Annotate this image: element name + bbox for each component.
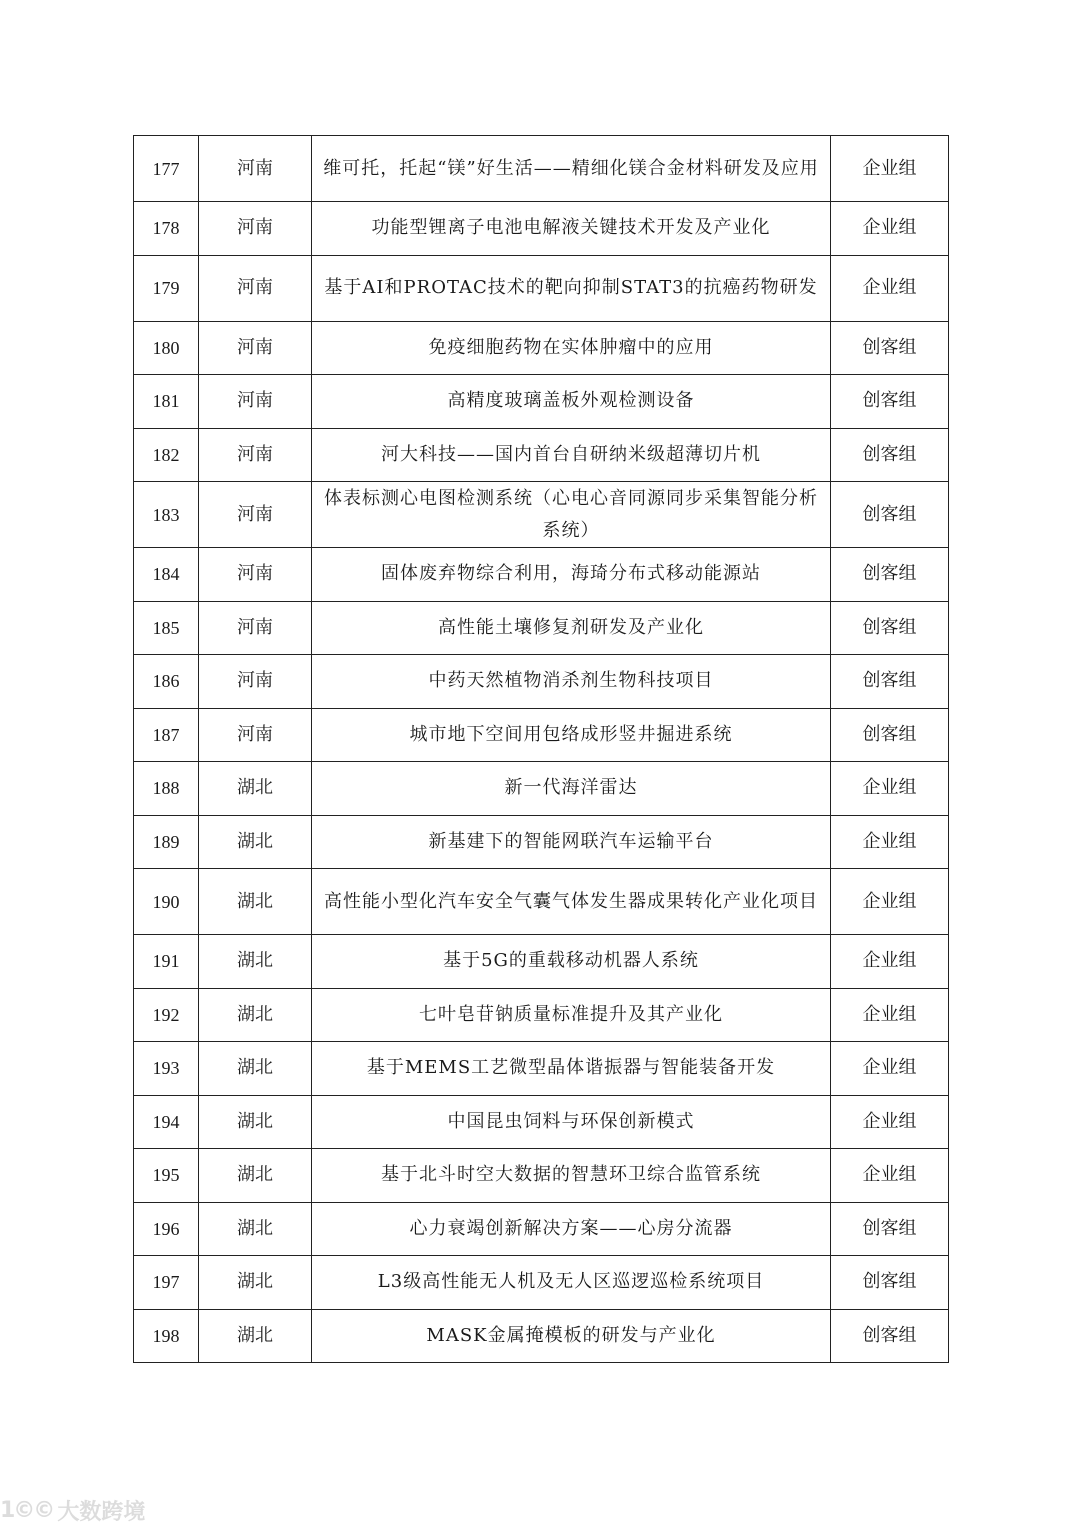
row-group: 创客组 (831, 601, 949, 655)
table-row (134, 202, 949, 256)
row-number: 198 (134, 1309, 199, 1363)
row-province: 河南 (199, 255, 312, 321)
row-project: 中药天然植物消杀剂生物科技项目 (312, 655, 831, 709)
row-group: 企业组 (831, 1042, 949, 1096)
row-project: 中国昆虫饲料与环保创新模式 (312, 1095, 831, 1149)
row-group: 创客组 (831, 708, 949, 762)
row-project: 免疫细胞药物在实体肿瘤中的应用 (312, 321, 831, 375)
table-row (134, 708, 949, 762)
row-group: 企业组 (831, 869, 949, 935)
row-number: 189 (134, 815, 199, 869)
table-row (134, 988, 949, 1042)
table-row (134, 428, 949, 482)
row-project: 维可托，托起“镁”好生活——精细化镁合金材料研发及应用 (312, 136, 831, 202)
row-province: 河南 (199, 548, 312, 602)
watermark-text: 大数跨境 (57, 1499, 146, 1525)
row-project: 基于AI和PROTAC技术的靶向抑制STAT3的抗癌药物研发 (312, 255, 831, 321)
row-number: 182 (134, 428, 199, 482)
row-province: 河南 (199, 321, 312, 375)
project-table (133, 135, 949, 1363)
row-number: 181 (134, 375, 199, 429)
table-row (134, 1149, 949, 1203)
table-row (134, 601, 949, 655)
table-row (134, 255, 949, 321)
row-project: 新基建下的智能网联汽车运输平台 (312, 815, 831, 869)
table-row (134, 1095, 949, 1149)
row-number: 192 (134, 988, 199, 1042)
row-group: 企业组 (831, 255, 949, 321)
row-project: 基于MEMS工艺微型晶体谐振器与智能装备开发 (312, 1042, 831, 1096)
row-province: 河南 (199, 482, 312, 548)
table-row (134, 815, 949, 869)
row-number: 191 (134, 935, 199, 989)
row-project: 河大科技——国内首台自研纳米级超薄切片机 (312, 428, 831, 482)
row-project: 功能型锂离子电池电解液关键技术开发及产业化 (312, 202, 831, 256)
row-province: 湖北 (199, 1309, 312, 1363)
row-province: 湖北 (199, 869, 312, 935)
row-project: 体表标测心电图检测系统（心电心音同源同步采集智能分析系统） (312, 482, 831, 548)
row-group: 企业组 (831, 1149, 949, 1203)
row-project: 基于5G的重载移动机器人系统 (312, 935, 831, 989)
table-row (134, 321, 949, 375)
row-group: 创客组 (831, 428, 949, 482)
watermark (0, 1490, 145, 1530)
table-row (134, 935, 949, 989)
row-project: MASK金属掩模板的研发与产业化 (312, 1309, 831, 1363)
row-province: 湖北 (199, 1042, 312, 1096)
table-row (134, 655, 949, 709)
row-province: 湖北 (199, 762, 312, 816)
row-group: 企业组 (831, 762, 949, 816)
project-table-body (134, 136, 949, 1363)
row-province: 湖北 (199, 1202, 312, 1256)
table-row (134, 1256, 949, 1310)
table-row (134, 869, 949, 935)
row-project: 基于北斗时空大数据的智慧环卫综合监管系统 (312, 1149, 831, 1203)
row-group: 创客组 (831, 1256, 949, 1310)
row-province: 湖北 (199, 935, 312, 989)
row-number: 183 (134, 482, 199, 548)
table-row (134, 762, 949, 816)
row-group: 创客组 (831, 548, 949, 602)
table-row (134, 1042, 949, 1096)
row-province: 河南 (199, 601, 312, 655)
row-number: 180 (134, 321, 199, 375)
row-number: 194 (134, 1095, 199, 1149)
table-row (134, 1309, 949, 1363)
row-group: 企业组 (831, 815, 949, 869)
row-province: 河南 (199, 375, 312, 429)
row-number: 187 (134, 708, 199, 762)
row-province: 河南 (199, 708, 312, 762)
row-province: 湖北 (199, 815, 312, 869)
row-province: 湖北 (199, 988, 312, 1042)
row-project: 城市地下空间用包络成形竖井掘进系统 (312, 708, 831, 762)
row-project: 新一代海洋雷达 (312, 762, 831, 816)
row-province: 河南 (199, 136, 312, 202)
row-group: 企业组 (831, 1095, 949, 1149)
row-province: 河南 (199, 655, 312, 709)
row-province: 湖北 (199, 1149, 312, 1203)
row-group: 企业组 (831, 988, 949, 1042)
row-group: 创客组 (831, 1309, 949, 1363)
watermark-logo: 1©© (0, 1497, 54, 1523)
row-number: 193 (134, 1042, 199, 1096)
row-province: 湖北 (199, 1256, 312, 1310)
row-number: 184 (134, 548, 199, 602)
row-number: 178 (134, 202, 199, 256)
row-project: 七叶皂苷钠质量标准提升及其产业化 (312, 988, 831, 1042)
row-project: 高精度玻璃盖板外观检测设备 (312, 375, 831, 429)
row-project: 心力衰竭创新解决方案——心房分流器 (312, 1202, 831, 1256)
row-group: 创客组 (831, 482, 949, 548)
row-group: 创客组 (831, 375, 949, 429)
row-project: L3级高性能无人机及无人区巡逻巡检系统项目 (312, 1256, 831, 1310)
row-number: 188 (134, 762, 199, 816)
table-row (134, 548, 949, 602)
row-number: 195 (134, 1149, 199, 1203)
row-group: 创客组 (831, 321, 949, 375)
table-row (134, 136, 949, 202)
row-province: 河南 (199, 428, 312, 482)
row-group: 企业组 (831, 136, 949, 202)
row-project: 固体废弃物综合利用，海琦分布式移动能源站 (312, 548, 831, 602)
row-group: 创客组 (831, 655, 949, 709)
row-number: 186 (134, 655, 199, 709)
table-row (134, 1202, 949, 1256)
table-row (134, 482, 949, 548)
row-number: 177 (134, 136, 199, 202)
row-number: 197 (134, 1256, 199, 1310)
row-number: 185 (134, 601, 199, 655)
row-number: 196 (134, 1202, 199, 1256)
row-number: 179 (134, 255, 199, 321)
row-project: 高性能土壤修复剂研发及产业化 (312, 601, 831, 655)
row-group: 企业组 (831, 202, 949, 256)
row-province: 湖北 (199, 1095, 312, 1149)
row-group: 创客组 (831, 1202, 949, 1256)
row-group: 企业组 (831, 935, 949, 989)
row-number: 190 (134, 869, 199, 935)
row-province: 河南 (199, 202, 312, 256)
row-project: 高性能小型化汽车安全气囊气体发生器成果转化产业化项目 (312, 869, 831, 935)
table-row (134, 375, 949, 429)
